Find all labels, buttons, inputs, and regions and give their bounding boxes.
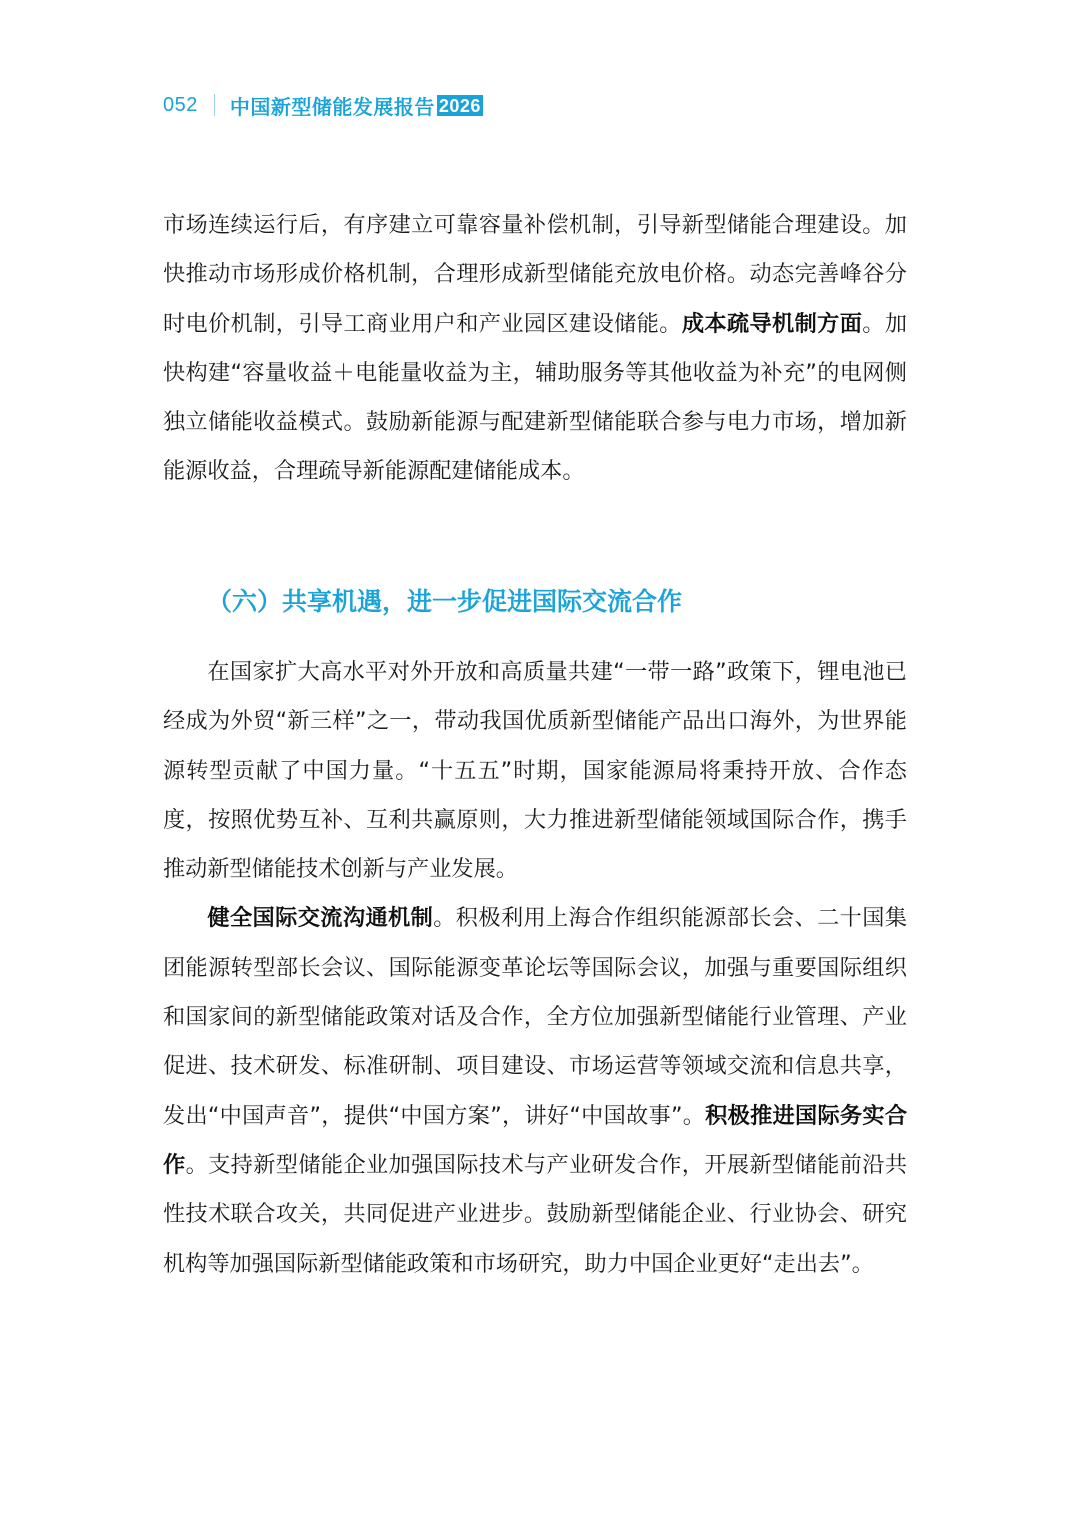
report-title: 中国新型储能发展报告 bbox=[229, 94, 435, 119]
paragraph-text: 。支持新型储能企业加强国际技术与产业研发合作，开展新型储能前沿共性技术联合攻关，共同促进产业进步。鼓励新型储能企业、行业协会、研究机构等加强国际新型储能政策和市场研究，助力中国企业更好“走出去”。 bbox=[163, 1151, 908, 1277]
paragraph-continued bbox=[163, 201, 907, 497]
section-heading: （六）共享机遇，进一步促进国际交流合作 bbox=[207, 587, 683, 616]
paragraph-text: 市场连续运行后，有序建立可靠容量补偿机制，引导新型储能合理建设。加快推动市场形成价格机制，合理形成新型储能充放电价格。动态完善峰谷分时电价机制，引导工商业用户和产业园区建设储能。 bbox=[163, 212, 907, 337]
page-number: 052 bbox=[163, 93, 198, 116]
bold-lead-exchange-mechanism: 健全国际交流沟通机制 bbox=[207, 905, 434, 932]
paragraph-measures bbox=[163, 894, 907, 1288]
running-header bbox=[163, 88, 483, 122]
body-block-1 bbox=[163, 201, 907, 497]
paragraph-text: 。加快构建“容量收益＋电能量收益为主，辅助服务等其他收益为补充”的电网侧独立储能收益模式。鼓励新能源与配建新型储能联合参与电力市场，增加新能源收益，合理疏导新能源配建储能成本。 bbox=[163, 310, 908, 485]
body-block-2 bbox=[163, 648, 907, 1289]
paragraph-intro: 在国家扩大高水平对外开放和高质量共建“一带一路”政策下，锂电池已经成为外贸“新三样”之一，带动我国优质新型储能产品出口海外，为世界能源转型贡献了中国力量。“十五五”时期，国家能源局将秉持开放、合作态度，按照优势互补、互利共赢原则，大力推进新型储能领域国际合作，携手推动新型储能技术创新与产业发展。 bbox=[163, 659, 907, 883]
year-badge: 2026 bbox=[438, 95, 481, 116]
bold-lead-cost-mechanism: 成本疏导机制方面 bbox=[681, 310, 863, 337]
bold-lead-practical-cooperation: 积极推进国际务实合作 bbox=[163, 1102, 908, 1178]
paragraph-text: 。积极利用上海合作组织能源部长会、二十国集团能源转型部长会议、国际能源变革论坛等国际会议，加强与重要国际组织和国家间的新型储能政策对话及合作，全方位加强新型储能行业管理、产业促进、技术研发、标准研制、项目建设、市场运营等领域交流和信息共享，发出“中国声音”，提供“中国方案”，讲好“中国故事”。 bbox=[163, 905, 908, 1129]
header-divider bbox=[214, 94, 215, 116]
